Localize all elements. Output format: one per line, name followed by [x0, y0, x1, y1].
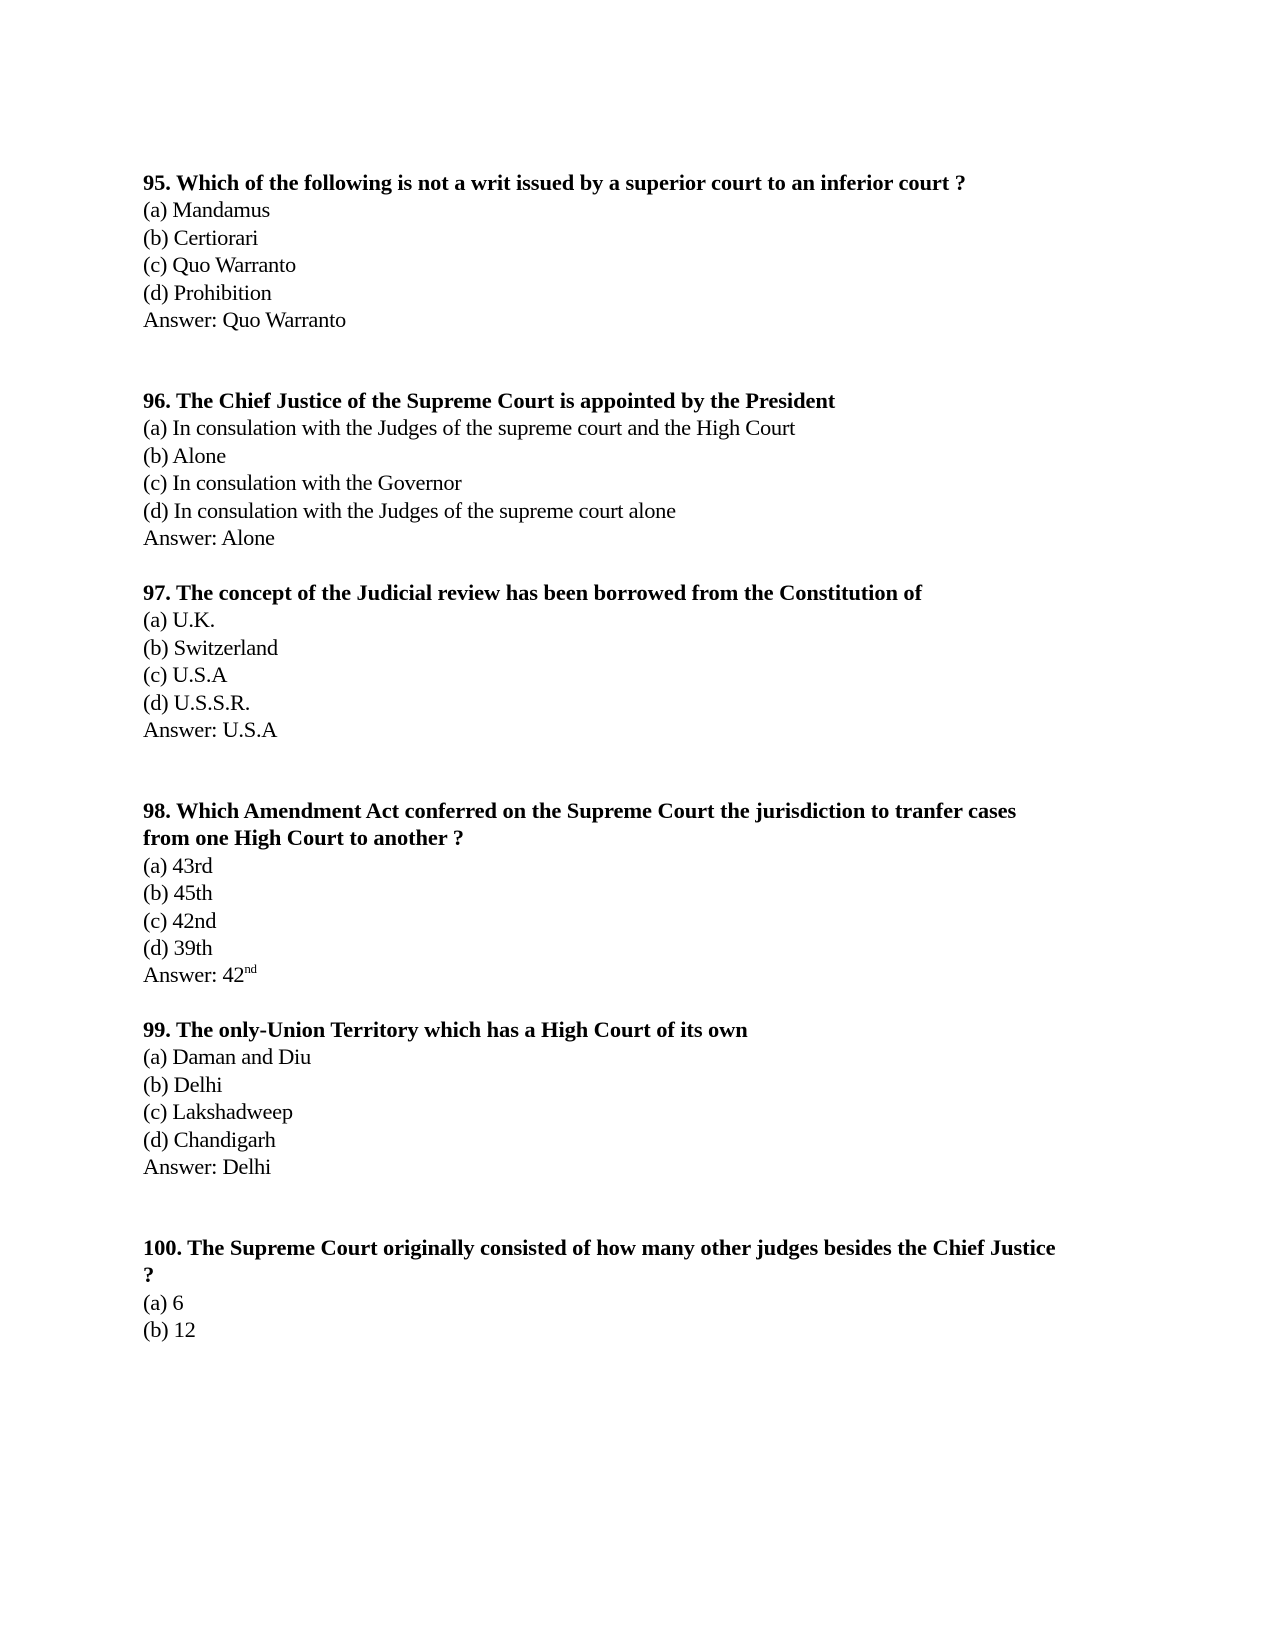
question-title: 98. Which Amendment Act conferred on the Supreme Court the jurisdiction to tranfer cases from one High Court to another ? [143, 798, 1017, 851]
option-c: (c) In consulation with the Governor [143, 470, 462, 496]
answer-superscript: nd [244, 961, 257, 977]
question-100 [143, 1234, 1103, 1344]
option-c: (c) U.S.A [143, 662, 228, 688]
option-b: (b) 12 [143, 1317, 196, 1343]
option-c: (c) Lakshadweep [143, 1099, 293, 1125]
option-a: (a) U.K. [143, 607, 215, 633]
answer: Answer: Alone [143, 525, 275, 551]
option-a: (a) Daman and Diu [143, 1044, 311, 1070]
question-title: 95. Which of the following is not a writ issued by a superior court to an inferior court ? [143, 170, 966, 195]
option-d: (d) U.S.S.R. [143, 689, 251, 715]
question-title: 100. The Supreme Court originally consisted of how many other judges besides the Chief Justice ? [143, 1235, 1056, 1288]
answer: Answer: Quo Warranto [143, 307, 346, 333]
question-96 [143, 387, 1103, 551]
question-title: 97. The concept of the Judicial review has been borrowed from the Constitution of [143, 580, 922, 605]
option-b: (b) 45th [143, 880, 213, 906]
question-97 [143, 579, 1103, 743]
option-d: (d) Chandigarh [143, 1126, 276, 1152]
question-98 [143, 797, 1103, 989]
option-a: (a) 6 [143, 1289, 184, 1315]
option-d: (d) 39th [143, 935, 213, 961]
option-d: (d) In consulation with the Judges of the supreme court alone [143, 497, 676, 523]
answer: Answer: U.S.A [143, 717, 278, 743]
option-c: (c) 42nd [143, 907, 217, 933]
option-b: (b) Switzerland [143, 634, 278, 660]
option-a: (a) 43rd [143, 852, 213, 878]
option-c: (c) Quo Warranto [143, 252, 296, 278]
option-b: (b) Delhi [143, 1071, 223, 1097]
option-b: (b) Alone [143, 442, 226, 468]
option-a: (a) In consulation with the Judges of the supreme court and the High Court [143, 415, 796, 441]
option-d: (d) Prohibition [143, 279, 272, 305]
option-a: (a) Mandamus [143, 197, 270, 223]
answer-text: Answer: 42 [143, 962, 245, 988]
option-b: (b) Certiorari [143, 224, 259, 250]
question-95 [143, 169, 1103, 333]
answer [143, 961, 1103, 988]
question-99 [143, 1016, 1103, 1180]
answer: Answer: Delhi [143, 1154, 271, 1180]
question-title: 96. The Chief Justice of the Supreme Court is appointed by the President [143, 388, 836, 413]
question-title: 99. The only-Union Territory which has a High Court of its own [143, 1017, 748, 1042]
